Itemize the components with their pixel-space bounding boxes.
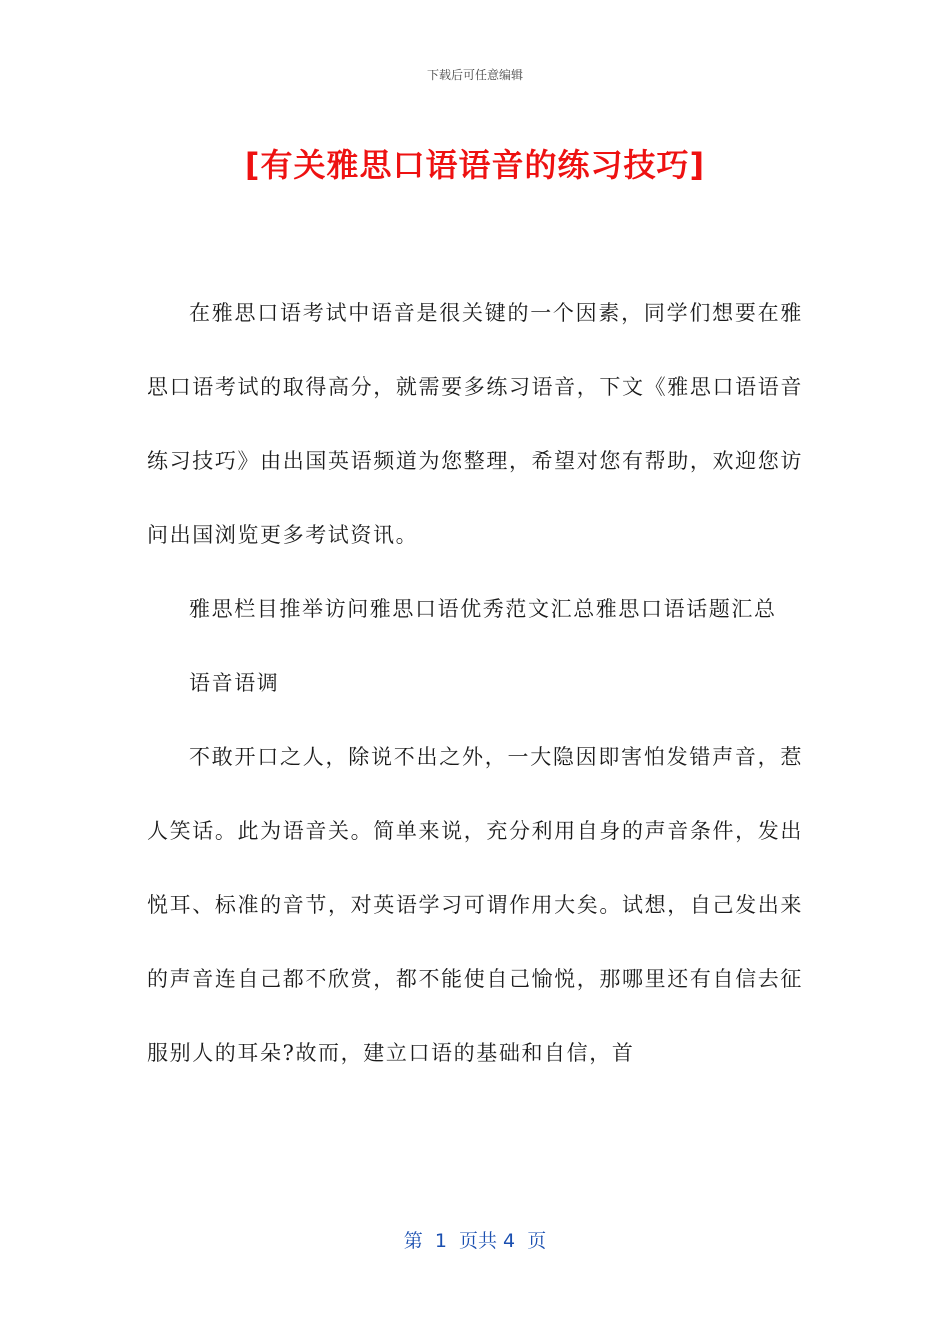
paragraph-recommend: 雅思栏目推举访问雅思口语优秀范文汇总雅思口语话题汇总 <box>189 597 777 621</box>
paragraph-pronunciation: 不敢开口之人，除说不出之外，一大隐因即害怕发错声音，惹人笑话。此为语音关。简单来说，充分利用自身的声音条件，发出悦耳、标准的音节，对英语学习可谓作用大矣。试想，自己发出来的声音连自己都不欣赏，都不能使自己愉悦，那哪里还有自信去征服别人的耳朵?故而，建立口语的基础和自信，首 <box>147 745 803 1065</box>
paragraph-intro: 在雅思口语考试中语音是很关键的一个因素，同学们想要在雅思口语考试的取得高分，就需要多练习语音，下文《雅思口语语音练习技巧》由出国英语频道为您整理，希望对您有帮助，欢迎您访问出国浏览更多考试资讯。 <box>147 301 803 547</box>
paragraph-section-heading: 语音语调 <box>189 671 280 695</box>
document-body <box>147 276 803 1090</box>
document-title: [有关雅思口语语音的练习技巧] <box>244 146 706 184</box>
header-note: 下载后可任意编辑 <box>426 68 523 82</box>
page-footer: 第 1 页共 4 页 <box>403 1230 547 1252</box>
